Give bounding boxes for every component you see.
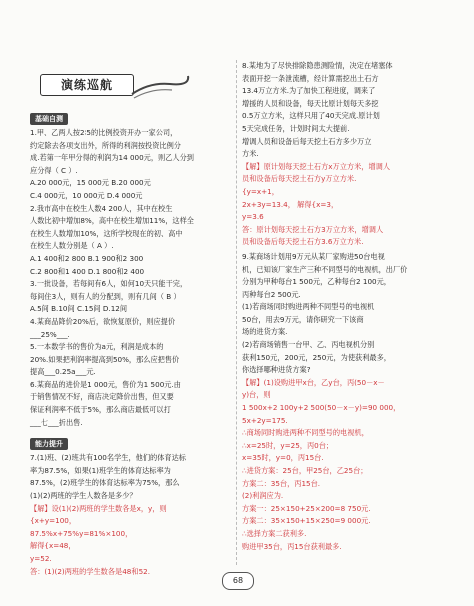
text-line: (2)若商场销售一台甲、乙、丙电视机分别 [242,340,375,350]
text-line: 50台，用去9万元，请你研究一下该商 [242,314,364,324]
q9-solution [242,377,454,553]
text-line: 保证利润率不低于5%，那么商店最低可以打 [30,405,171,415]
solution-line: 购进甲35台，丙15台获利最多. [242,541,342,551]
text-line: 7.(1)班、(2)班共有100名学生，他们的体育达标 [30,453,186,463]
solution-line: ∴x=25时，y=25，丙0台； [242,440,334,450]
solution-line: y)台，则 [242,390,271,400]
solution-line: (2)利润应为. [242,491,284,501]
text-line: 1.甲、乙两人按2∶5的比例投资开办一家公司， [30,128,178,137]
solution-line: 【解】设(1)(2)两班的学生数各是x，y，则 [30,503,167,513]
solution-line: {x+y=100， [30,516,77,526]
text-line: 增调人员和设备后每天挖土石方多少万立 [242,136,372,146]
text-line: C.2 800和1 400 D.1 800和2 400 [30,266,145,276]
solution-line: 1 500x+2 100y+2 500(50－x－y)=90 000， [242,403,401,413]
text-line: (1)(2)两班的学生人数各是多少？ [30,491,137,501]
text-line: A.5间 B.10间 C.15间 D.12间 [30,304,128,314]
section-tag-basic: 基础自测 [30,113,68,125]
text-line: 0.5万立方米，这样只用了40天完成.原计划 [242,111,380,121]
text-line: 3.一批设备，若每间有6人，如何10天只能干完， [30,279,188,289]
text-line: 6.某商品的进价是1 000元，售价为1 500元.由 [30,379,181,389]
q8-question [242,60,454,161]
solution-line: 答：(1)(2)两班的学生数各是48和52. [30,566,151,576]
text-line: 场的进货方案. [242,327,288,337]
solution-line: 【解】原计划每天挖土石方x万立方米，增调人 [242,161,391,171]
text-line: 丙种每台2 500元. [242,289,301,299]
solution-line: 方案一：25×150+25×200=8 750元. [242,503,371,513]
text-line: 9.某商场计划用9万元从某厂家购进50台电视 [242,251,385,261]
text-line: 成.若第一年甲分得的利润为14 000元，则乙人分到 [30,153,194,163]
q7-solution [30,503,230,579]
text-line: 应分得（ C ）. [30,165,78,175]
text-line: 机，已知该厂家生产三种不同型号的电视机，出厂价 [242,264,408,274]
text-line: 方米. [242,149,259,159]
pen-swoosh-icon [130,72,190,100]
text-line: 分别为甲种每台1 500元，乙种每台2 100元， [242,277,391,287]
solution-line: 2x+3y=13.4， 解得{x=3， [242,199,339,209]
solution-line: ∴商场同时购进两种不同型号的电视机， [242,428,369,438]
solution-line: 87.5%x+75%y=81%×100， [30,528,133,538]
text-line: A.20 000元，15 000元 B.20 000元 [30,178,151,188]
text-line: A.1 400和2 800 B.1 900和2 300 [30,253,144,263]
q9-question [242,251,454,377]
text-line: 增援的人员和设备，每天比原计划每天多挖 [242,98,379,108]
banner [40,72,170,98]
solution-line: ∴进货方案：25台，甲25台，乙25台； [242,466,368,475]
solution-line: y=52. [30,554,52,563]
q8-solution [242,161,454,249]
banner-title: 演练巡航 [40,74,134,96]
solution-line: 解得{x=48， [30,541,76,551]
column-divider [236,60,237,565]
solution-line: {y=x+1， [242,186,279,196]
q7-question [30,452,230,502]
solution-line: 员和设备后每天挖土石方y万立方米. [242,174,357,184]
section-tag-advance: 能力提升 [30,438,68,450]
text-line: 2.我市高中在校生人数4 200人，其中在校生 [30,203,173,213]
text-line: 4.某商品降价20%后，欲恢复原价，则应提价 [30,316,176,326]
solution-line: x=35时，y=0，丙15台. [242,453,324,463]
text-line: C.4 000元，10 000元 D.4 000元 [30,190,143,200]
text-line: 每间住3人，则有人的分配到，则有几间（ B ） [30,291,181,301]
page-number: 68 [222,572,254,590]
text-line: (1)若商场同时购进两种不同型号的电视机 [242,302,375,312]
text-line: 8.某地为了尽快排除隐患测险情，决定在堵塞体 [242,61,393,70]
text-line: 在校生人数增加10%，这所学校现在的初、高中 [30,228,183,238]
right-column [242,60,454,553]
text-line: 在校生人数分别是（ A ）. [30,241,114,251]
solution-line: 方案二：35×150+15×250=9 000元. [242,516,371,526]
solution-line: 5x+2y=175. [242,415,288,425]
text-line: 于销售情况不好，商店决定降价出售，但又要 [30,392,174,402]
solution-line: y=3.6 [242,212,264,222]
text-line: 5天完成任务，计划时间太大提前. [242,123,350,133]
text-line: 约定除去各项支出外，所得的利润按投资比例分 [30,140,181,150]
text-line: 13.4万立方米.为了加快工程进度，调来了 [242,86,376,96]
text-line: 提高___0.25a___元. [30,367,96,377]
solution-line: ∴选择方案二获利多. [242,528,307,538]
left-question-list [30,127,230,429]
solution-line: 员和设备后每天挖土石方3.6万立方米. [242,237,364,247]
left-column [30,106,230,578]
text-line: 率为87.5%，如果(1)班学生的体育达标率为 [30,465,171,475]
solution-line: 答：原计划每天挖土石方3万立方米，增调人 [242,224,384,234]
text-line: ___七___折出售. [30,417,83,427]
text-line: ___25%___. [30,329,70,339]
text-line: 你选择哪种进货方案? [242,365,311,375]
solution-line: 【解】(1)设购进甲x台，乙y台，丙(50－x－ [242,377,385,387]
text-line: 表面开挖一条泄流槽，经计算需挖出土石方 [242,73,379,83]
solution-line: 方案二：35台，丙15台. [242,478,321,488]
text-line: 5.一本数学书的售价为a元，利润是成本的 [30,342,164,352]
text-line: 人数比初中增加8%，高中在校生增加11%，这样全 [30,216,194,226]
text-line: 获利150元，200元，250元，为使获利最多， [242,352,391,362]
text-line: 87.5%，(2)班学生的体育达标率为75%，那么 [30,478,180,488]
text-line: 20%.如果把利润率提高到50%，那么应把售价 [30,354,180,364]
